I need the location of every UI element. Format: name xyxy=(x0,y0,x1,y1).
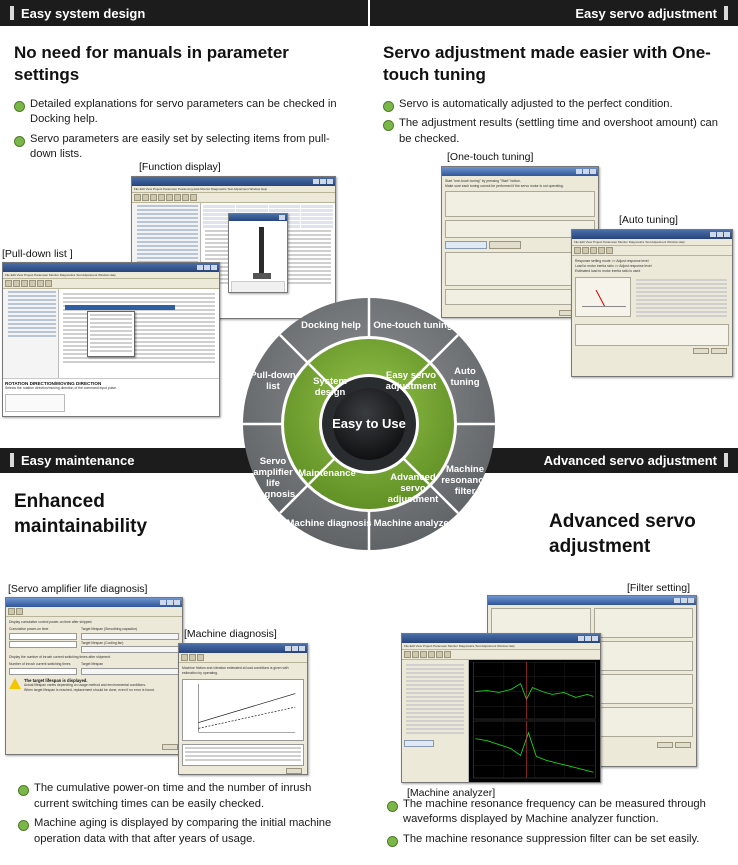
window-titlebar xyxy=(488,596,696,605)
tree-items xyxy=(5,291,56,337)
menu-bar[interactable]: File Edit View Project Parameter Monitor Diagnostics Test Adjustment Window Help xyxy=(572,239,732,246)
outer-label-auto-tuning: Auto tuning xyxy=(450,366,480,388)
close-button[interactable] xyxy=(162,744,178,750)
warning-text: The target lifespan is displayed. Actual lifespan varies depending on usage method and environmental conditions. When target lifespan is reached, replacement should be done, even if no error is found. xyxy=(24,677,155,692)
maximize-icon[interactable] xyxy=(717,232,723,237)
field-label: Number of inrush current switching times xyxy=(9,662,71,667)
section-label-2: Display the number of inrush current switching times after shipment. xyxy=(9,655,111,660)
toolbar-icon[interactable] xyxy=(29,280,36,287)
toolbar-icon[interactable] xyxy=(134,194,141,201)
function-display-subwindow[interactable] xyxy=(228,213,288,293)
menu-bar[interactable]: File Edit View Project Parameter Positioning-data Monitor Diagnostics Test Adjustment Window Help xyxy=(132,186,335,193)
bar-tick-icon xyxy=(10,6,14,20)
gain-table xyxy=(634,277,729,321)
window-titlebar xyxy=(132,177,335,186)
help-title: ROTATION DIRECTION/MOVING DIRECTION xyxy=(5,381,102,386)
power-on-fields xyxy=(9,627,77,653)
field-label: Target lifespan (Cooling fan) xyxy=(81,641,124,646)
stop-icon[interactable] xyxy=(16,608,23,615)
close-icon[interactable] xyxy=(327,179,333,184)
tab-total[interactable] xyxy=(197,654,204,661)
ok-button[interactable] xyxy=(657,742,673,748)
diagnosis-graph xyxy=(182,679,304,741)
value-readout xyxy=(231,281,285,293)
outer-label-pull-down-list: Pull-down list xyxy=(250,370,296,392)
window-titlebar xyxy=(572,230,732,239)
toolbar-icon[interactable] xyxy=(150,194,157,201)
close-button[interactable] xyxy=(286,768,302,774)
toolbar-icon[interactable] xyxy=(444,651,451,658)
window-titlebar xyxy=(179,644,307,653)
minimize-icon[interactable] xyxy=(160,600,166,605)
tab-bar[interactable] xyxy=(179,653,307,663)
close-icon[interactable] xyxy=(279,215,285,220)
minimize-icon[interactable] xyxy=(674,598,680,603)
auto-tuning-content xyxy=(572,256,732,359)
target-fields xyxy=(81,662,179,674)
analyzer-graph-panel xyxy=(469,660,600,782)
window-titlebar xyxy=(442,167,598,176)
dialog-instruction: Start "one-touch tuning" by pressing "Start" button. Make sure each tuning cannot be performed if the servo motor is not operating. xyxy=(445,179,564,189)
menu-bar[interactable]: File Edit View Project Parameter Monitor Diagnostics Test Adjustment Window Help xyxy=(402,643,600,650)
selected-row-highlight xyxy=(65,305,175,310)
analyzer-layout xyxy=(402,660,600,782)
toolbar[interactable] xyxy=(3,279,219,289)
minimize-icon[interactable] xyxy=(576,169,582,174)
dialog-buttons[interactable] xyxy=(575,346,729,356)
maximize-icon[interactable] xyxy=(583,169,589,174)
close-icon[interactable] xyxy=(211,265,217,270)
subwindow-titlebar xyxy=(229,214,287,221)
outer-label-machine-resonance-filter: Machine resonance filter xyxy=(441,464,489,497)
window-titlebar xyxy=(6,598,182,607)
warning-block xyxy=(9,678,179,693)
page-title: No need for manuals in parameter settings xyxy=(14,43,289,85)
page-title: Advanced servo adjustment xyxy=(549,511,696,558)
outer-label-one-touch-tuning: One-touch tuning xyxy=(373,320,453,331)
maximize-icon[interactable] xyxy=(204,265,210,270)
gain-parameter-group xyxy=(575,324,729,346)
tab-friction[interactable] xyxy=(181,654,188,661)
graph-svg xyxy=(183,680,303,740)
toolbar-icon[interactable] xyxy=(21,280,28,287)
menu-bar[interactable]: File Edit View Project Parameter Monitor Diagnostics Test Adjustment Window Help xyxy=(3,272,219,279)
caption-one-touch-tuning: [One-touch tuning] xyxy=(447,151,534,163)
value-field xyxy=(81,633,179,640)
easy-to-use-wheel xyxy=(241,296,497,552)
start-button[interactable] xyxy=(404,740,434,747)
analyzer-settings-panel[interactable] xyxy=(402,660,469,782)
close-button[interactable] xyxy=(711,348,727,354)
advanced-vibration-suppression[interactable] xyxy=(594,674,694,704)
gauge-row xyxy=(575,277,729,321)
inner-label-advanced-servo-adjustment: Advanced servo adjustment xyxy=(387,472,439,505)
value-field xyxy=(9,668,77,675)
section-title: Easy maintenance xyxy=(21,452,135,468)
list-item: The cumulative power-on time and the number of inrush current switching times can be easily checked. xyxy=(18,781,348,812)
help-body: Selects the rotation direction/moving direction of the command input pulse. xyxy=(5,386,117,390)
maximize-icon[interactable] xyxy=(167,600,173,605)
value-field xyxy=(9,641,77,648)
robust-filter[interactable] xyxy=(594,707,694,737)
caption-filter-setting: [Filter setting] xyxy=(627,582,691,594)
warning-triangle-icon xyxy=(9,678,21,689)
wheel-svg xyxy=(241,296,497,552)
dialog-body xyxy=(6,617,182,754)
page-title: Servo adjustment made easier with One-touch tuning xyxy=(383,43,711,85)
inrush-row xyxy=(9,662,179,674)
inner-label-maintenance: Maintenance xyxy=(298,468,356,479)
section-title: Easy servo adjustment xyxy=(575,5,717,21)
toolbar-icon[interactable] xyxy=(412,651,419,658)
section-bar-easy-servo-adjustment xyxy=(369,0,738,26)
feature-list xyxy=(387,797,717,851)
window-titlebar xyxy=(402,634,600,643)
screenshot-machine-diagnosis[interactable] xyxy=(178,643,308,775)
field-label: Target lifespan (Smoothing capacitor) xyxy=(81,627,138,632)
toolbar-icon[interactable] xyxy=(598,247,605,254)
minimize-icon[interactable] xyxy=(578,636,584,641)
maximize-icon[interactable] xyxy=(292,646,298,651)
help-figure xyxy=(5,394,65,412)
list-item: The machine resonance suppression filter can be set easily. xyxy=(387,832,717,847)
toolbar-icon[interactable] xyxy=(45,280,52,287)
dropdown-items xyxy=(88,312,134,356)
list-item: The machine resonance frequency can be measured through waveforms displayed by Machine analyzer function. xyxy=(387,797,717,828)
response-gauge xyxy=(575,277,631,317)
toolbar-icon[interactable] xyxy=(158,194,165,201)
list-item: Detailed explanations for servo parameters can be checked in Docking help. xyxy=(14,97,355,128)
stop-button[interactable] xyxy=(489,241,521,249)
auto-tuning-note: Response setting mode >> Adjust response level Load to motor inertia ratio >> Adjust response level Estimated load to motor inertia ratio is used xyxy=(575,259,652,274)
gauge-needle xyxy=(596,290,605,306)
bode-plot-svg xyxy=(471,662,598,780)
toolbar[interactable] xyxy=(402,650,600,660)
toolbar-icon[interactable] xyxy=(428,651,435,658)
close-icon[interactable] xyxy=(592,636,598,641)
power-on-row xyxy=(9,627,179,653)
toolbar-icon[interactable] xyxy=(606,247,613,254)
page-title: Enhanced maintainability xyxy=(14,491,148,538)
toolbar-icon[interactable] xyxy=(436,651,443,658)
maximize-icon[interactable] xyxy=(320,179,326,184)
toolbar[interactable] xyxy=(572,246,732,256)
window-client-area xyxy=(3,289,219,416)
caption-machine-analyzer: [Machine analyzer] xyxy=(407,787,496,799)
toolbar-icon[interactable] xyxy=(142,194,149,201)
toolbar-icon[interactable] xyxy=(590,247,597,254)
outer-label-servo-amplifier-life-diagnosis: Servo amplifier life diagnosis xyxy=(250,456,296,500)
toolbar-icon[interactable] xyxy=(582,247,589,254)
field-label: Cumulative power-on time xyxy=(9,627,49,632)
maximize-icon[interactable] xyxy=(585,636,591,641)
field-label: Target lifespan xyxy=(81,662,104,667)
list-item: The adjustment results (settling time and overshoot amount) can be checked. xyxy=(383,116,724,147)
low-pass-filter[interactable] xyxy=(594,641,694,671)
inner-label-easy-servo-adjustment: Easy servo adjustment xyxy=(385,370,437,392)
close-icon[interactable] xyxy=(590,169,596,174)
minimize-icon[interactable] xyxy=(197,265,203,270)
list-item: Servo is automatically adjusted to the perfect condition. xyxy=(383,97,724,112)
window-client-area xyxy=(402,660,600,782)
inrush-fields xyxy=(9,662,77,674)
inner-label-system-design: System design xyxy=(313,376,347,398)
caption-auto-tuning: [Auto tuning] xyxy=(619,214,678,226)
screenshot-life-diagnosis[interactable] xyxy=(5,597,183,755)
toolbar-icon[interactable] xyxy=(174,194,181,201)
toolbar-icon[interactable] xyxy=(5,280,12,287)
window-client-area xyxy=(572,256,732,376)
axis-base-graphic xyxy=(253,273,271,279)
toolbar-icon[interactable] xyxy=(190,194,197,201)
screenshot-machine-analyzer[interactable] xyxy=(401,633,601,783)
toolbar-icon[interactable] xyxy=(182,194,189,201)
outer-label-docking-help: Docking help xyxy=(301,320,361,331)
target-lifespan-fields xyxy=(81,627,179,653)
dialog-buttons[interactable] xyxy=(160,742,180,752)
section-title: Advanced servo adjustment xyxy=(543,452,717,468)
toolbar-icon[interactable] xyxy=(37,280,44,287)
function-display-canvas xyxy=(229,221,287,292)
window-client-area xyxy=(179,663,307,774)
caption-function-display: [Function display] xyxy=(139,161,221,173)
close-icon[interactable] xyxy=(724,232,730,237)
close-icon[interactable] xyxy=(174,600,180,605)
axis-bar-graphic xyxy=(259,227,264,275)
feature-list xyxy=(18,781,348,851)
outer-label-machine-analyzer: Machine analyzer xyxy=(373,518,453,529)
response-mode-group[interactable] xyxy=(445,191,595,217)
start-icon[interactable] xyxy=(8,608,15,615)
cancel-button[interactable] xyxy=(675,742,691,748)
toolbar-icon[interactable] xyxy=(13,280,20,287)
docking-help-panel xyxy=(3,378,219,416)
bar-tick-icon xyxy=(724,453,728,467)
diagnosis-table xyxy=(182,744,304,766)
diagnosis-note: Machine friction and vibration estimated at load conditions is given with estimation by operating. xyxy=(182,666,289,676)
outer-label-machine-diagnosis: Machine diagnosis xyxy=(286,518,372,529)
list-item: Machine aging is displayed by comparing the initial machine operation data with that after years of usage. xyxy=(18,816,348,847)
apply-button[interactable] xyxy=(693,348,709,354)
section-bar-easy-system-design xyxy=(0,0,369,26)
toolbar-icon[interactable] xyxy=(166,194,173,201)
screenshot-auto-tuning[interactable] xyxy=(571,229,733,377)
feature-list xyxy=(14,97,355,163)
section-title: Easy system design xyxy=(21,5,146,21)
maximize-icon[interactable] xyxy=(681,598,687,603)
gauge-base xyxy=(582,306,626,307)
caption-machine-diagnosis: [Machine diagnosis] xyxy=(184,628,277,640)
toolbar[interactable] xyxy=(132,193,335,203)
shaft-resonance-suppression[interactable] xyxy=(594,608,694,638)
minimize-icon[interactable] xyxy=(285,646,291,651)
start-button[interactable] xyxy=(445,241,487,249)
list-item: Servo parameters are easily set by selecting items from pull-down lists. xyxy=(14,132,355,163)
row-lines xyxy=(61,291,217,367)
close-icon[interactable] xyxy=(688,598,694,603)
value-field xyxy=(81,646,179,653)
section-label-1: Display cumulative control power-on time after shipped. xyxy=(9,620,93,624)
close-icon[interactable] xyxy=(299,646,305,651)
toolbar-icon[interactable] xyxy=(420,651,427,658)
dropdown-open-list[interactable] xyxy=(87,311,135,357)
filter-column-right xyxy=(594,608,694,740)
value-field xyxy=(9,633,77,640)
minimize-icon[interactable] xyxy=(313,179,319,184)
dialog-buttons[interactable] xyxy=(182,766,304,775)
bar-tick-icon xyxy=(724,6,728,20)
bar-tick-icon xyxy=(10,453,14,467)
toolbar-icon[interactable] xyxy=(404,651,411,658)
toolbar-icon[interactable] xyxy=(574,247,581,254)
toolbar[interactable] xyxy=(6,607,182,617)
caption-life-diagnosis: [Servo amplifier life diagnosis] xyxy=(8,583,148,595)
tab-vibration[interactable] xyxy=(189,654,196,661)
screenshot-pulldown-list[interactable] xyxy=(2,262,220,417)
feature-list xyxy=(383,97,724,147)
minimize-icon[interactable] xyxy=(710,232,716,237)
value-field xyxy=(81,668,179,675)
wheel-center-label: Easy to Use xyxy=(332,416,406,431)
caption-pulldown-list: [Pull-down list ] xyxy=(2,248,73,260)
window-titlebar xyxy=(3,263,219,272)
